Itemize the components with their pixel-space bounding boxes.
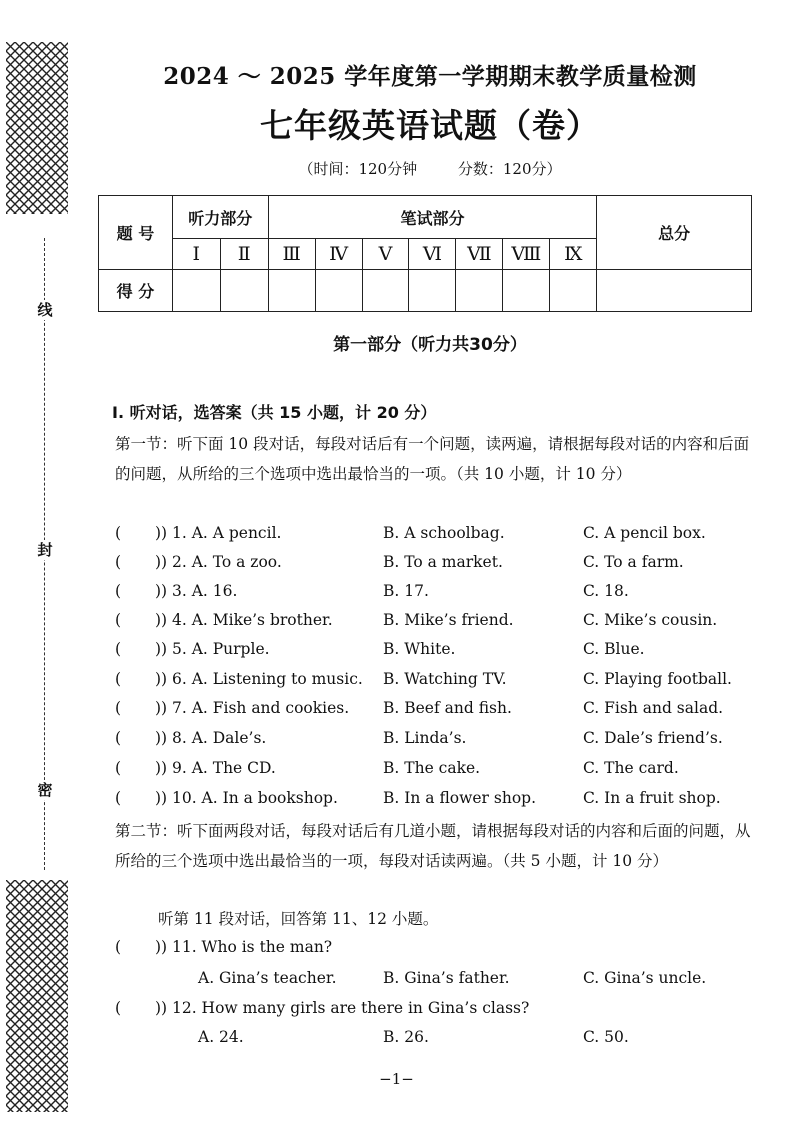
- crosshatch-decoration-top: [6, 42, 68, 214]
- score-cell[interactable]: [503, 270, 550, 312]
- option-c: C. Playing football.: [583, 670, 732, 688]
- question-row: [115, 727, 755, 749]
- question-row: [115, 787, 755, 809]
- score-cell[interactable]: [220, 270, 268, 312]
- exam-subtitle: 七年级英语试题（卷）: [260, 106, 600, 145]
- table-col-4: Ⅳ: [315, 239, 362, 270]
- option-a: ) 6. A. Listening to music.: [161, 670, 363, 688]
- section1-heading: Ⅰ. 听对话，选答案（共 15 小题，计 20 分）: [112, 403, 437, 422]
- option-c: C. Gina’s uncle.: [583, 969, 707, 987]
- option-b: B. Watching TV.: [383, 670, 507, 688]
- option-b: B. The cake.: [383, 759, 481, 777]
- option-a: A. Gina’s teacher.: [198, 969, 337, 987]
- question-row: [115, 609, 755, 631]
- option-b: B. Mike’s friend.: [383, 611, 514, 629]
- table-header-listening: 听力部分: [172, 196, 268, 239]
- question-row: [115, 997, 755, 1019]
- question-row: [115, 522, 755, 544]
- option-a: ) 2. A. To a zoo.: [161, 553, 282, 571]
- table-col-3: Ⅲ: [268, 239, 315, 270]
- option-c: C. To a farm.: [583, 553, 684, 571]
- binding-label-mi: 密: [35, 780, 55, 800]
- score-table: [98, 195, 752, 312]
- score-cell[interactable]: [172, 270, 220, 312]
- option-row: [115, 967, 755, 989]
- option-a: ) 5. A. Purple.: [161, 640, 270, 658]
- table-header-writing: 笔试部分: [268, 196, 597, 239]
- page-number: −1−: [379, 1070, 414, 1088]
- question-row: [115, 757, 755, 779]
- exam-score: 分数：120分）: [457, 160, 562, 178]
- option-c: C. Blue.: [583, 640, 645, 658]
- option-a: ) 9. A. The CD.: [161, 759, 276, 777]
- option-a: ) 10. A. In a bookshop.: [161, 789, 338, 807]
- option-a: ) 4. A. Mike’s brother.: [161, 611, 333, 629]
- table-col-8: Ⅷ: [503, 239, 550, 270]
- section2-instruction: 第二节：听下面两段对话，每段对话后有几道小题，请根据每段对话的内容和后面的问题，从所给的三个选项中选出最恰当的一项，每段对话读两遍。（共 5 小题，计 10 分）: [115, 822, 751, 870]
- option-b: B. A schoolbag.: [383, 524, 505, 542]
- option-b: B. To a market.: [383, 553, 503, 571]
- option-c: C. Dale’s friend’s.: [583, 729, 723, 747]
- score-cell[interactable]: [456, 270, 503, 312]
- table-header-question-number: 题 号: [99, 196, 173, 270]
- table-header-total: 总分: [597, 196, 752, 270]
- table-col-6: Ⅵ: [409, 239, 456, 270]
- score-cell[interactable]: [409, 270, 456, 312]
- dialog-note: 听第 11 段对话，回答第 11、12 小题。: [158, 910, 439, 928]
- exam-title: 2024 ～ 2025 学年度第一学期期末教学质量检测: [163, 63, 697, 90]
- option-c: C. A pencil box.: [583, 524, 706, 542]
- score-cell[interactable]: [362, 270, 409, 312]
- question-row: [115, 668, 755, 690]
- part1-heading: 第一部分（听力共30分）: [333, 335, 527, 355]
- option-c: C. 50.: [583, 1028, 629, 1046]
- option-b: B. Beef and fish.: [383, 699, 512, 717]
- question-row: [115, 580, 755, 602]
- option-b: B. Gina’s father.: [383, 969, 510, 987]
- question-row: [115, 936, 755, 958]
- exam-info: [150, 158, 710, 179]
- option-b: B. In a flower shop.: [383, 789, 537, 807]
- score-cell[interactable]: [268, 270, 315, 312]
- table-col-7: Ⅶ: [456, 239, 503, 270]
- question-stem: ) 11. Who is the man?: [161, 938, 333, 956]
- question-row: [115, 638, 755, 660]
- option-a: ) 1. A. A pencil.: [161, 524, 282, 542]
- binding-label-feng: 封: [35, 540, 55, 560]
- total-score-cell[interactable]: [597, 270, 752, 312]
- option-b: B. 17.: [383, 582, 429, 600]
- option-c: C. In a fruit shop.: [583, 789, 721, 807]
- table-col-5: Ⅴ: [362, 239, 409, 270]
- option-a: ) 8. A. Dale’s.: [161, 729, 267, 747]
- table-score-label: 得 分: [99, 270, 173, 312]
- option-a: ) 7. A. Fish and cookies.: [161, 699, 350, 717]
- option-c: C. 18.: [583, 582, 629, 600]
- option-row: [115, 1026, 755, 1048]
- question-stem: ) 12. How many girls are there in Gina’s class?: [161, 999, 530, 1017]
- exam-time: （时间：120分钟: [298, 160, 418, 178]
- score-cell[interactable]: [550, 270, 597, 312]
- option-c: C. Mike’s cousin.: [583, 611, 718, 629]
- option-c: C. Fish and salad.: [583, 699, 724, 717]
- table-col-2: Ⅱ: [220, 239, 268, 270]
- binding-label-xian: 线: [35, 300, 55, 320]
- option-a: A. 24.: [198, 1028, 244, 1046]
- option-b: B. White.: [383, 640, 456, 658]
- option-b: B. Linda’s.: [383, 729, 467, 747]
- option-c: C. The card.: [583, 759, 679, 777]
- question-row: [115, 697, 755, 719]
- question-row: [115, 551, 755, 573]
- option-a: ) 3. A. 16.: [161, 582, 238, 600]
- score-cell[interactable]: [315, 270, 362, 312]
- table-col-1: Ⅰ: [172, 239, 220, 270]
- section1-instruction: 第一节：听下面 10 段对话，每段对话后有一个问题，读两遍，请根据每段对话的内容和后面的问题，从所给的三个选项中选出最恰当的一项。（共 10 小题，计 10 分）: [115, 435, 750, 483]
- table-col-9: Ⅸ: [550, 239, 597, 270]
- option-b: B. 26.: [383, 1028, 429, 1046]
